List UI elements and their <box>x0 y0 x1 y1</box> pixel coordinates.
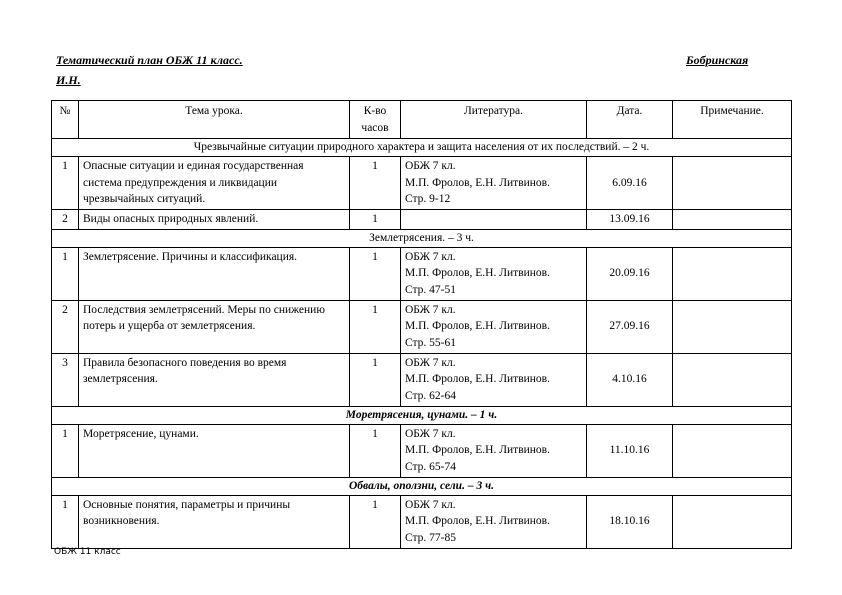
lesson-topic: Виды опасных природных явлений. <box>79 209 350 229</box>
lesson-note <box>673 247 792 300</box>
header-date: Дата. <box>587 101 673 139</box>
author-initials: И.Н. <box>56 73 81 87</box>
document-title: Тематический план ОБЖ 11 класс. <box>56 53 243 67</box>
lesson-hours: 1 <box>350 424 401 477</box>
header-hours: К-во часов <box>350 101 401 139</box>
lesson-number: 3 <box>52 353 79 406</box>
section-row <box>52 229 792 247</box>
table-row <box>52 247 792 300</box>
literature-line: ОБЖ 7 кл. <box>405 159 456 172</box>
literature-line: Стр. 77-85 <box>405 531 457 544</box>
lesson-literature <box>401 247 587 300</box>
lesson-hours: 1 <box>350 156 401 209</box>
lesson-topic: Опасные ситуации и единая государственная система предупреждения и ликвидации чрезвычайных ситуаций. <box>79 156 350 209</box>
section-title: Чрезвычайные ситуации природного характера и защита населения от их последствий. – 2 ч. <box>52 139 792 157</box>
lesson-number: 1 <box>52 247 79 300</box>
table-row <box>52 209 792 229</box>
lesson-number: 2 <box>52 300 79 353</box>
lesson-hours: 1 <box>350 247 401 300</box>
lesson-literature <box>401 424 587 477</box>
literature-line: Стр. 62-64 <box>405 389 457 402</box>
lesson-literature <box>401 495 587 548</box>
lesson-number: 2 <box>52 209 79 229</box>
table-row <box>52 353 792 406</box>
lesson-hours: 1 <box>350 495 401 548</box>
section-title: Моретрясения, цунами. – 1 ч. <box>52 406 792 424</box>
lesson-date: 27.09.16 <box>587 300 673 353</box>
literature-line: М.П. Фролов, Е.Н. Литвинов. <box>405 267 550 280</box>
header-topic: Тема урока. <box>79 101 350 139</box>
table-row <box>52 424 792 477</box>
lesson-date: 13.09.16 <box>587 209 673 229</box>
lesson-date: 6.09.16 <box>587 156 673 209</box>
lesson-note <box>673 353 792 406</box>
lesson-date: 4.10.16 <box>587 353 673 406</box>
section-title: Землетрясения. – 3 ч. <box>52 229 792 247</box>
literature-line: М.П. Фролов, Е.Н. Литвинов. <box>405 176 550 189</box>
header-note: Примечание. <box>673 101 792 139</box>
lesson-literature <box>401 209 587 229</box>
header-number: № <box>52 101 79 139</box>
author-surname: Бобринская <box>686 53 749 67</box>
literature-line: М.П. Фролов, Е.Н. Литвинов. <box>405 320 550 333</box>
literature-line: Стр. 55-61 <box>405 336 457 349</box>
literature-line: Стр. 9-12 <box>405 193 451 206</box>
lesson-number: 1 <box>52 424 79 477</box>
lesson-topic: Моретрясение, цунами. <box>79 424 350 477</box>
table-header-row <box>52 101 792 139</box>
lesson-note <box>673 495 792 548</box>
literature-line: М.П. Фролов, Е.Н. Литвинов. <box>405 373 550 386</box>
lesson-topic: Землетрясение. Причины и классификация. <box>79 247 350 300</box>
literature-line: ОБЖ 7 кл. <box>405 427 456 440</box>
section-row <box>52 406 792 424</box>
literature-line: ОБЖ 7 кл. <box>405 498 456 511</box>
header-literature: Литература. <box>401 101 587 139</box>
section-row <box>52 477 792 495</box>
literature-line: М.П. Фролов, Е.Н. Литвинов. <box>405 515 550 528</box>
lesson-literature <box>401 300 587 353</box>
literature-line: Стр. 65-74 <box>405 460 457 473</box>
lesson-date: 18.10.16 <box>587 495 673 548</box>
lesson-topic: Правила безопасного поведения во время землетрясения. <box>79 353 350 406</box>
literature-line: ОБЖ 7 кл. <box>405 250 456 263</box>
table-row <box>52 156 792 209</box>
table-row <box>52 300 792 353</box>
lesson-hours: 1 <box>350 300 401 353</box>
lesson-note <box>673 209 792 229</box>
table-body <box>52 139 792 549</box>
section-row <box>52 139 792 157</box>
thematic-plan-table <box>51 100 792 549</box>
lesson-date: 20.09.16 <box>587 247 673 300</box>
lesson-topic: Основные понятия, параметры и причины возникновения. <box>79 495 350 548</box>
literature-line: М.П. Фролов, Е.Н. Литвинов. <box>405 444 550 457</box>
literature-line: Стр. 47-51 <box>405 283 457 296</box>
lesson-note <box>673 156 792 209</box>
table-row <box>52 495 792 548</box>
lesson-literature <box>401 156 587 209</box>
lesson-literature <box>401 353 587 406</box>
lesson-topic: Последствия землетрясений. Меры по снижению потерь и ущерба от землетрясения. <box>79 300 350 353</box>
lesson-hours: 1 <box>350 209 401 229</box>
literature-line: ОБЖ 7 кл. <box>405 356 456 369</box>
lesson-number: 1 <box>52 495 79 548</box>
lesson-date: 11.10.16 <box>587 424 673 477</box>
lesson-number: 1 <box>52 156 79 209</box>
lesson-note <box>673 424 792 477</box>
page-footer: ОБЖ 11 класс <box>54 547 121 557</box>
literature-line: ОБЖ 7 кл. <box>405 303 456 316</box>
lesson-hours: 1 <box>350 353 401 406</box>
lesson-note <box>673 300 792 353</box>
section-title: Обвалы, оползни, сели. – 3 ч. <box>52 477 792 495</box>
